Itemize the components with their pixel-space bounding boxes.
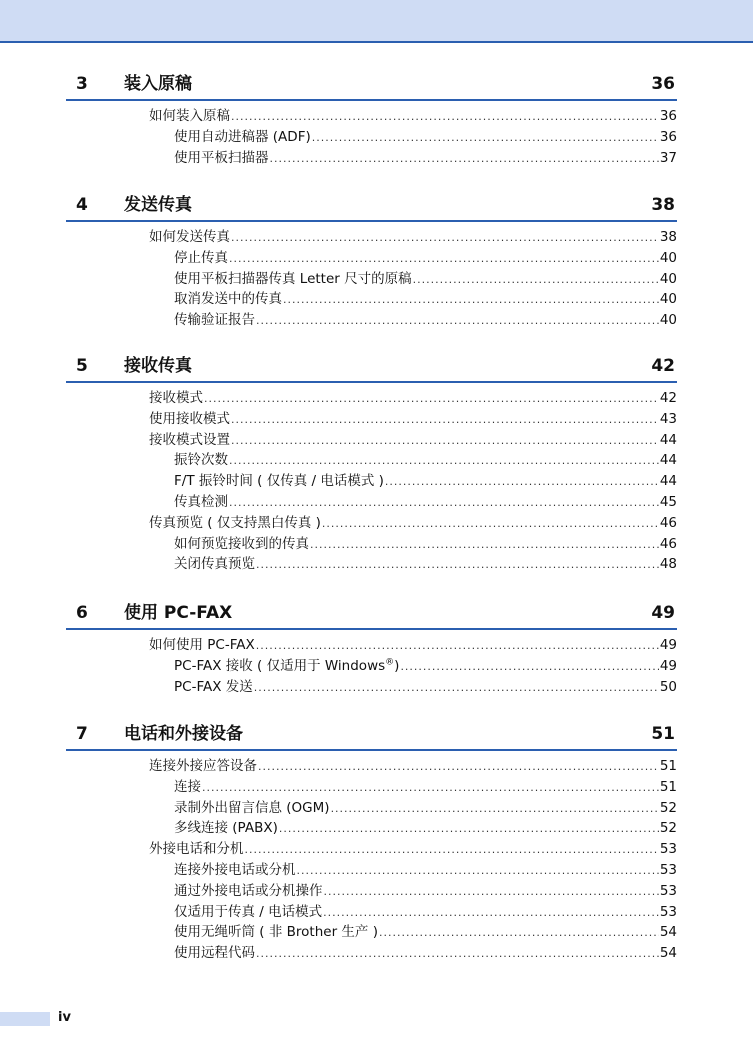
- entry-label: 外接电话和分机: [149, 841, 244, 858]
- toc-entry[interactable]: [174, 450, 677, 471]
- toc-entry[interactable]: [174, 818, 677, 839]
- toc-entry[interactable]: [149, 513, 677, 534]
- dot-leader: [310, 535, 659, 556]
- entry-page: 46: [659, 535, 677, 552]
- entry-page: 52: [659, 799, 677, 816]
- entry-page: 37: [659, 149, 677, 166]
- entry-label: 仅适用于传真 / 电话模式: [174, 903, 323, 920]
- entry-label: 传真预览 ( 仅支持黑白传真 ): [149, 514, 321, 531]
- toc-entry[interactable]: [149, 756, 677, 777]
- toc-entry[interactable]: [174, 310, 677, 331]
- entry-page: 44: [659, 431, 677, 448]
- entry-page: 38: [659, 229, 677, 245]
- entry-page: 52: [659, 820, 677, 837]
- dot-leader: [279, 819, 659, 840]
- chapter-title: 接收传真: [124, 356, 192, 376]
- entry-label-main: PC-FAX 接收 ( 仅适用于 Windows: [174, 657, 386, 674]
- dot-leader: [229, 493, 659, 514]
- toc-entry[interactable]: [174, 677, 677, 698]
- chapter-number: 7: [76, 724, 88, 744]
- toc-entry[interactable]: [174, 922, 677, 943]
- entry-page: 49: [659, 657, 677, 674]
- entry-page: 44: [659, 473, 677, 490]
- dot-leader: [229, 451, 659, 472]
- dot-leader: [258, 757, 659, 778]
- dot-leader: [254, 678, 659, 699]
- entry-label: 接收模式设置: [149, 431, 230, 448]
- chapter-title: 发送传真: [124, 195, 192, 215]
- entry-page: 36: [659, 128, 677, 145]
- entry-label: 连接: [174, 778, 201, 795]
- entry-page: 40: [659, 249, 677, 266]
- chapter-4: [66, 190, 677, 331]
- dot-leader: [231, 228, 659, 249]
- dot-leader: [202, 778, 659, 799]
- entry-label: 传输验证报告: [174, 312, 255, 329]
- entry-label: 连接外接电话或分机: [174, 861, 296, 878]
- entry-label: 停止传真: [174, 249, 228, 266]
- chapter-page-number: 42: [651, 356, 675, 376]
- entry-label: PC-FAX 发送: [174, 678, 253, 695]
- entry-page: 42: [659, 390, 677, 406]
- entry-label-suffix: ): [394, 657, 400, 674]
- entry-label: 关闭传真预览: [174, 556, 255, 573]
- entry-label: 使用自动进稿器 (ADF): [174, 128, 311, 145]
- entry-page: 53: [659, 861, 677, 878]
- entry-label: 如何使用 PC-FAX: [149, 637, 255, 653]
- entry-label: 使用接收模式: [149, 410, 230, 427]
- entry-label: 传真检测: [174, 493, 228, 510]
- entry-page: 45: [659, 493, 677, 510]
- entry-page: 48: [659, 556, 677, 573]
- dot-leader: [385, 472, 659, 493]
- toc-entry[interactable]: [149, 430, 677, 451]
- entry-page: 36: [659, 108, 677, 124]
- entry-label: 录制外出留言信息 (OGM): [174, 799, 330, 816]
- dot-leader: [256, 555, 659, 576]
- chapter-number: 6: [76, 603, 88, 623]
- chapter-number: 3: [76, 74, 88, 94]
- chapter-5: [66, 351, 677, 575]
- dot-leader: [231, 410, 659, 431]
- toc-entry[interactable]: [149, 635, 677, 656]
- toc-entry[interactable]: [149, 227, 677, 248]
- entry-page: 51: [659, 778, 677, 795]
- entry-label: 通过外接电话或分机操作: [174, 882, 323, 899]
- entry-page: 40: [659, 270, 677, 287]
- toc-entry[interactable]: [174, 554, 677, 575]
- entry-page: 50: [659, 678, 677, 695]
- header-band: [0, 0, 753, 43]
- chapter-heading[interactable]: [66, 190, 677, 222]
- dot-leader: [231, 107, 659, 128]
- dot-leader: [245, 840, 659, 861]
- dot-leader: [323, 903, 659, 924]
- toc-entry[interactable]: [174, 127, 677, 148]
- entry-label: 使用无绳听筒 ( 非 Brother 生产 ): [174, 924, 378, 941]
- chapter-title: 电话和外接设备: [124, 724, 243, 744]
- entry-page: 51: [659, 758, 677, 774]
- chapter-number: 5: [76, 356, 88, 376]
- entry-label: F/T 振铃时间 ( 仅传真 / 电话模式 ): [174, 473, 384, 490]
- toc-entry[interactable]: [174, 881, 677, 902]
- chapter-heading[interactable]: [66, 719, 677, 751]
- dot-leader: [270, 149, 659, 170]
- entry-label: 多线连接 (PABX): [174, 820, 278, 837]
- registered-mark: ®: [385, 657, 395, 668]
- toc-entry[interactable]: [174, 471, 677, 492]
- toc-entry[interactable]: [174, 798, 677, 819]
- dot-leader: [322, 514, 659, 535]
- toc-entry[interactable]: [149, 409, 677, 430]
- dot-leader: [283, 290, 659, 311]
- dot-leader: [231, 431, 659, 452]
- entry-page: 54: [659, 924, 677, 941]
- entry-page: 43: [659, 410, 677, 427]
- entry-page: 40: [659, 312, 677, 329]
- entry-label: 连接外接应答设备: [149, 758, 257, 774]
- dot-leader: [331, 799, 659, 820]
- entry-page: 44: [659, 452, 677, 469]
- chapter-heading[interactable]: [66, 69, 677, 101]
- dot-leader: [312, 128, 659, 149]
- toc-entry[interactable]: [174, 656, 677, 677]
- entry-page: 40: [659, 291, 677, 308]
- toc-entry[interactable]: [174, 860, 677, 881]
- toc-entry[interactable]: [149, 106, 677, 127]
- chapter-page-number: 38: [651, 195, 675, 215]
- entry-label: [174, 656, 399, 677]
- chapter-heading[interactable]: [66, 598, 677, 630]
- dot-leader: [413, 270, 659, 291]
- dot-leader: [324, 882, 659, 903]
- toc-entry[interactable]: [174, 534, 677, 555]
- entry-label: 如何装入原稿: [149, 108, 230, 124]
- dot-leader: [297, 861, 659, 882]
- dot-leader: [256, 311, 659, 332]
- dot-leader: [229, 249, 659, 270]
- chapter-3: [66, 69, 677, 168]
- dot-leader: [400, 657, 658, 678]
- toc-entry[interactable]: [174, 289, 677, 310]
- chapter-page-number: 49: [651, 603, 675, 623]
- toc-entry[interactable]: [174, 148, 677, 169]
- entry-label: 如何预览接收到的传真: [174, 535, 309, 552]
- footer-page-number: iv: [58, 1010, 71, 1025]
- entry-label: 使用远程代码: [174, 945, 255, 962]
- chapter-6: [66, 598, 677, 697]
- toc-entry[interactable]: [174, 777, 677, 798]
- entry-page: 46: [659, 514, 677, 531]
- dot-leader: [379, 923, 659, 944]
- entry-page: 53: [659, 841, 677, 858]
- entry-page: 49: [659, 637, 677, 653]
- entry-page: 54: [659, 945, 677, 962]
- dot-leader: [256, 636, 659, 657]
- toc-entry[interactable]: [149, 839, 677, 860]
- entry-label: 如何发送传真: [149, 229, 230, 245]
- entry-label: 接收模式: [149, 390, 203, 406]
- chapter-title: 使用 PC-FAX: [124, 603, 233, 623]
- entry-label: 使用平板扫描器传真 Letter 尺寸的原稿: [174, 270, 412, 287]
- chapter-title: 装入原稿: [124, 74, 192, 94]
- chapter-7: [66, 719, 677, 964]
- entry-label: 使用平板扫描器: [174, 149, 269, 166]
- chapter-page-number: 51: [651, 724, 675, 744]
- toc-entry[interactable]: [149, 388, 677, 409]
- dot-leader: [204, 389, 659, 410]
- chapter-page-number: 36: [651, 74, 675, 94]
- toc-entry[interactable]: [174, 902, 677, 923]
- toc-entry[interactable]: [174, 269, 677, 290]
- toc-entry[interactable]: [174, 943, 677, 964]
- toc-entry[interactable]: [174, 248, 677, 269]
- toc-entry[interactable]: [174, 492, 677, 513]
- entry-page: 53: [659, 882, 677, 899]
- chapter-heading[interactable]: [66, 351, 677, 383]
- chapter-number: 4: [76, 195, 88, 215]
- entry-label: 振铃次数: [174, 452, 228, 469]
- dot-leader: [256, 944, 659, 965]
- entry-label: 取消发送中的传真: [174, 291, 282, 308]
- footer-band: [0, 1012, 50, 1026]
- entry-page: 53: [659, 903, 677, 920]
